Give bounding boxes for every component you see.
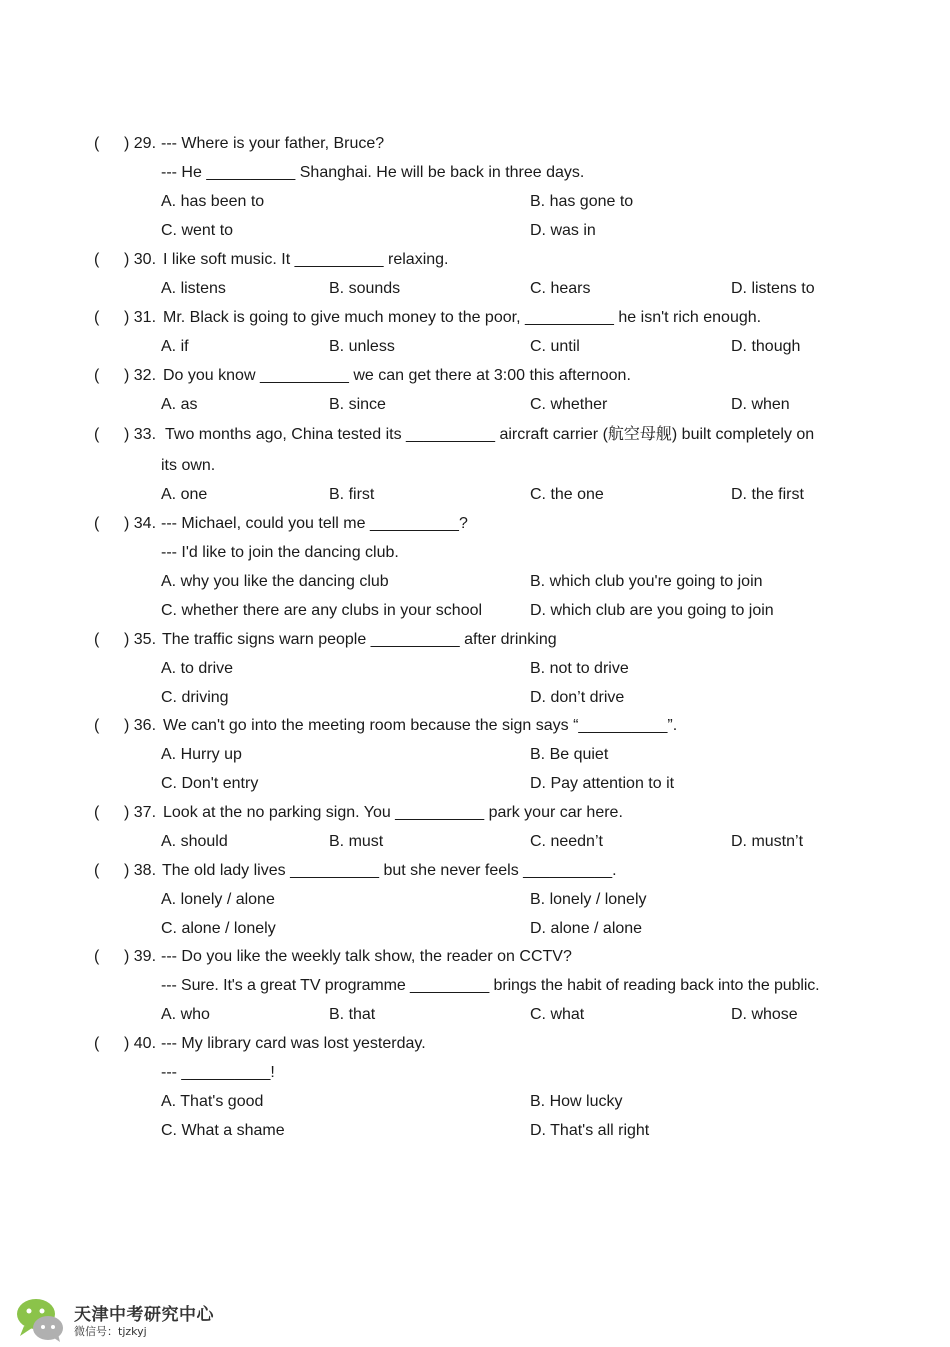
option-d: D. whose xyxy=(731,1006,798,1023)
answer-paren: ( xyxy=(94,135,100,152)
answer-paren: ( xyxy=(94,717,100,734)
option-b: B. has gone to xyxy=(530,193,634,210)
option-b: B. unless xyxy=(329,338,395,355)
question-number: ) 37. xyxy=(124,804,157,821)
option-c: C. Don't entry xyxy=(161,775,259,792)
question-number: ) 40. xyxy=(124,1035,157,1052)
question-stem: Mr. Black is going to give much money to the poor, __________ he isn't rich enough. xyxy=(163,309,762,326)
option-a: A. as xyxy=(161,396,198,413)
option-b: B. since xyxy=(329,396,386,413)
option-d: D. which club are you going to join xyxy=(530,602,774,619)
option-a: A. to drive xyxy=(161,660,234,677)
answer-paren: ( xyxy=(94,309,100,326)
option-b: B. lonely / lonely xyxy=(530,891,647,908)
option-d: D. Pay attention to it xyxy=(530,775,675,792)
option-c: C. alone / lonely xyxy=(161,920,276,937)
question-number: ) 35. xyxy=(124,631,157,648)
question-stem: --- Sure. It's a great TV programme _________ brings the habit of reading back into the public. xyxy=(161,977,820,994)
option-c: C. what xyxy=(530,1006,585,1023)
option-a: A. That's good xyxy=(161,1093,264,1110)
option-a: A. one xyxy=(161,486,208,503)
question-stem: --- I'd like to join the dancing club. xyxy=(161,544,399,561)
footer-title: 天津中考研究中心 xyxy=(74,1305,214,1325)
footer-subtitle: 微信号：tjzkyj xyxy=(74,1325,147,1338)
option-c: C. What a shame xyxy=(161,1122,285,1139)
option-b: B. not to drive xyxy=(530,660,629,677)
option-d: D. though xyxy=(731,338,801,355)
option-d: D. the first xyxy=(731,486,804,503)
question-number: ) 30. xyxy=(124,251,157,268)
question-stem: The traffic signs warn people __________ after drinking xyxy=(162,631,557,648)
option-a: A. has been to xyxy=(161,193,265,210)
option-c: C. until xyxy=(530,338,580,355)
option-b: B. which club you're going to join xyxy=(530,573,763,590)
question-stem: --- Do you like the weekly talk show, the reader on CCTV? xyxy=(161,948,572,965)
answer-paren: ( xyxy=(94,426,100,443)
question-stem: We can't go into the meeting room because the sign says “__________”. xyxy=(163,717,678,734)
option-b: B. How lucky xyxy=(530,1093,623,1110)
question-stem: Look at the no parking sign. You __________ park your car here. xyxy=(163,804,623,821)
option-c: C. driving xyxy=(161,689,229,706)
question-stem: --- Michael, could you tell me __________? xyxy=(161,515,468,532)
option-d: D. don’t drive xyxy=(530,689,625,706)
option-d: D. That's all right xyxy=(530,1122,650,1139)
question-stem: its own. xyxy=(161,457,216,474)
footer-logo xyxy=(14,1296,274,1342)
question-stem: --- He __________ Shanghai. He will be back in three days. xyxy=(161,164,585,181)
answer-paren: ( xyxy=(94,251,100,268)
option-d: D. was in xyxy=(530,222,596,239)
question-stem: Do you know __________ we can get there at 3:00 this afternoon. xyxy=(163,367,631,384)
option-c: C. needn’t xyxy=(530,833,603,850)
option-c: C. whether xyxy=(530,396,608,413)
option-b: B. must xyxy=(329,833,384,850)
answer-paren: ( xyxy=(94,804,100,821)
question-stem: I like soft music. It __________ relaxing. xyxy=(163,251,449,268)
answer-paren: ( xyxy=(94,1035,100,1052)
option-d: D. when xyxy=(731,396,790,413)
question-stem: The old lady lives __________ but she never feels __________. xyxy=(162,862,617,879)
option-b: B. Be quiet xyxy=(530,746,609,763)
option-c: C. whether there are any clubs in your school xyxy=(161,602,483,619)
question-stem: --- Where is your father, Bruce? xyxy=(161,135,385,152)
question-number: ) 34. xyxy=(124,515,157,532)
answer-paren: ( xyxy=(94,515,100,532)
question-stem: Two months ago, China tested its __________ aircraft carrier (航空母舰) built completely on xyxy=(165,426,815,443)
question-number: ) 33. xyxy=(124,426,157,443)
option-a: A. if xyxy=(161,338,189,355)
question-number: ) 36. xyxy=(124,717,157,734)
question-number: ) 29. xyxy=(124,135,157,152)
option-b: B. that xyxy=(329,1006,376,1023)
option-b: B. first xyxy=(329,486,375,503)
question-number: ) 39. xyxy=(124,948,157,965)
option-a: A. should xyxy=(161,833,228,850)
option-a: A. why you like the dancing club xyxy=(161,573,389,590)
option-a: A. listens xyxy=(161,280,226,297)
option-a: A. Hurry up xyxy=(161,746,242,763)
question-stem: --- My library card was lost yesterday. xyxy=(161,1035,426,1052)
question-stem: --- __________! xyxy=(161,1064,275,1081)
option-c: C. went to xyxy=(161,222,234,239)
option-b: B. sounds xyxy=(329,280,401,297)
option-c: C. hears xyxy=(530,280,591,297)
option-d: D. alone / alone xyxy=(530,920,643,937)
option-c: C. the one xyxy=(530,486,604,503)
answer-paren: ( xyxy=(94,948,100,965)
answer-paren: ( xyxy=(94,631,100,648)
option-d: D. mustn’t xyxy=(731,833,804,850)
answer-paren: ( xyxy=(94,862,100,879)
answer-paren: ( xyxy=(94,367,100,384)
question-number: ) 31. xyxy=(124,309,157,326)
option-a: A. lonely / alone xyxy=(161,891,275,908)
option-a: A. who xyxy=(161,1006,210,1023)
wechat-icon xyxy=(14,1296,66,1342)
option-d: D. listens to xyxy=(731,280,815,297)
question-number: ) 38. xyxy=(124,862,157,879)
question-number: ) 32. xyxy=(124,367,157,384)
